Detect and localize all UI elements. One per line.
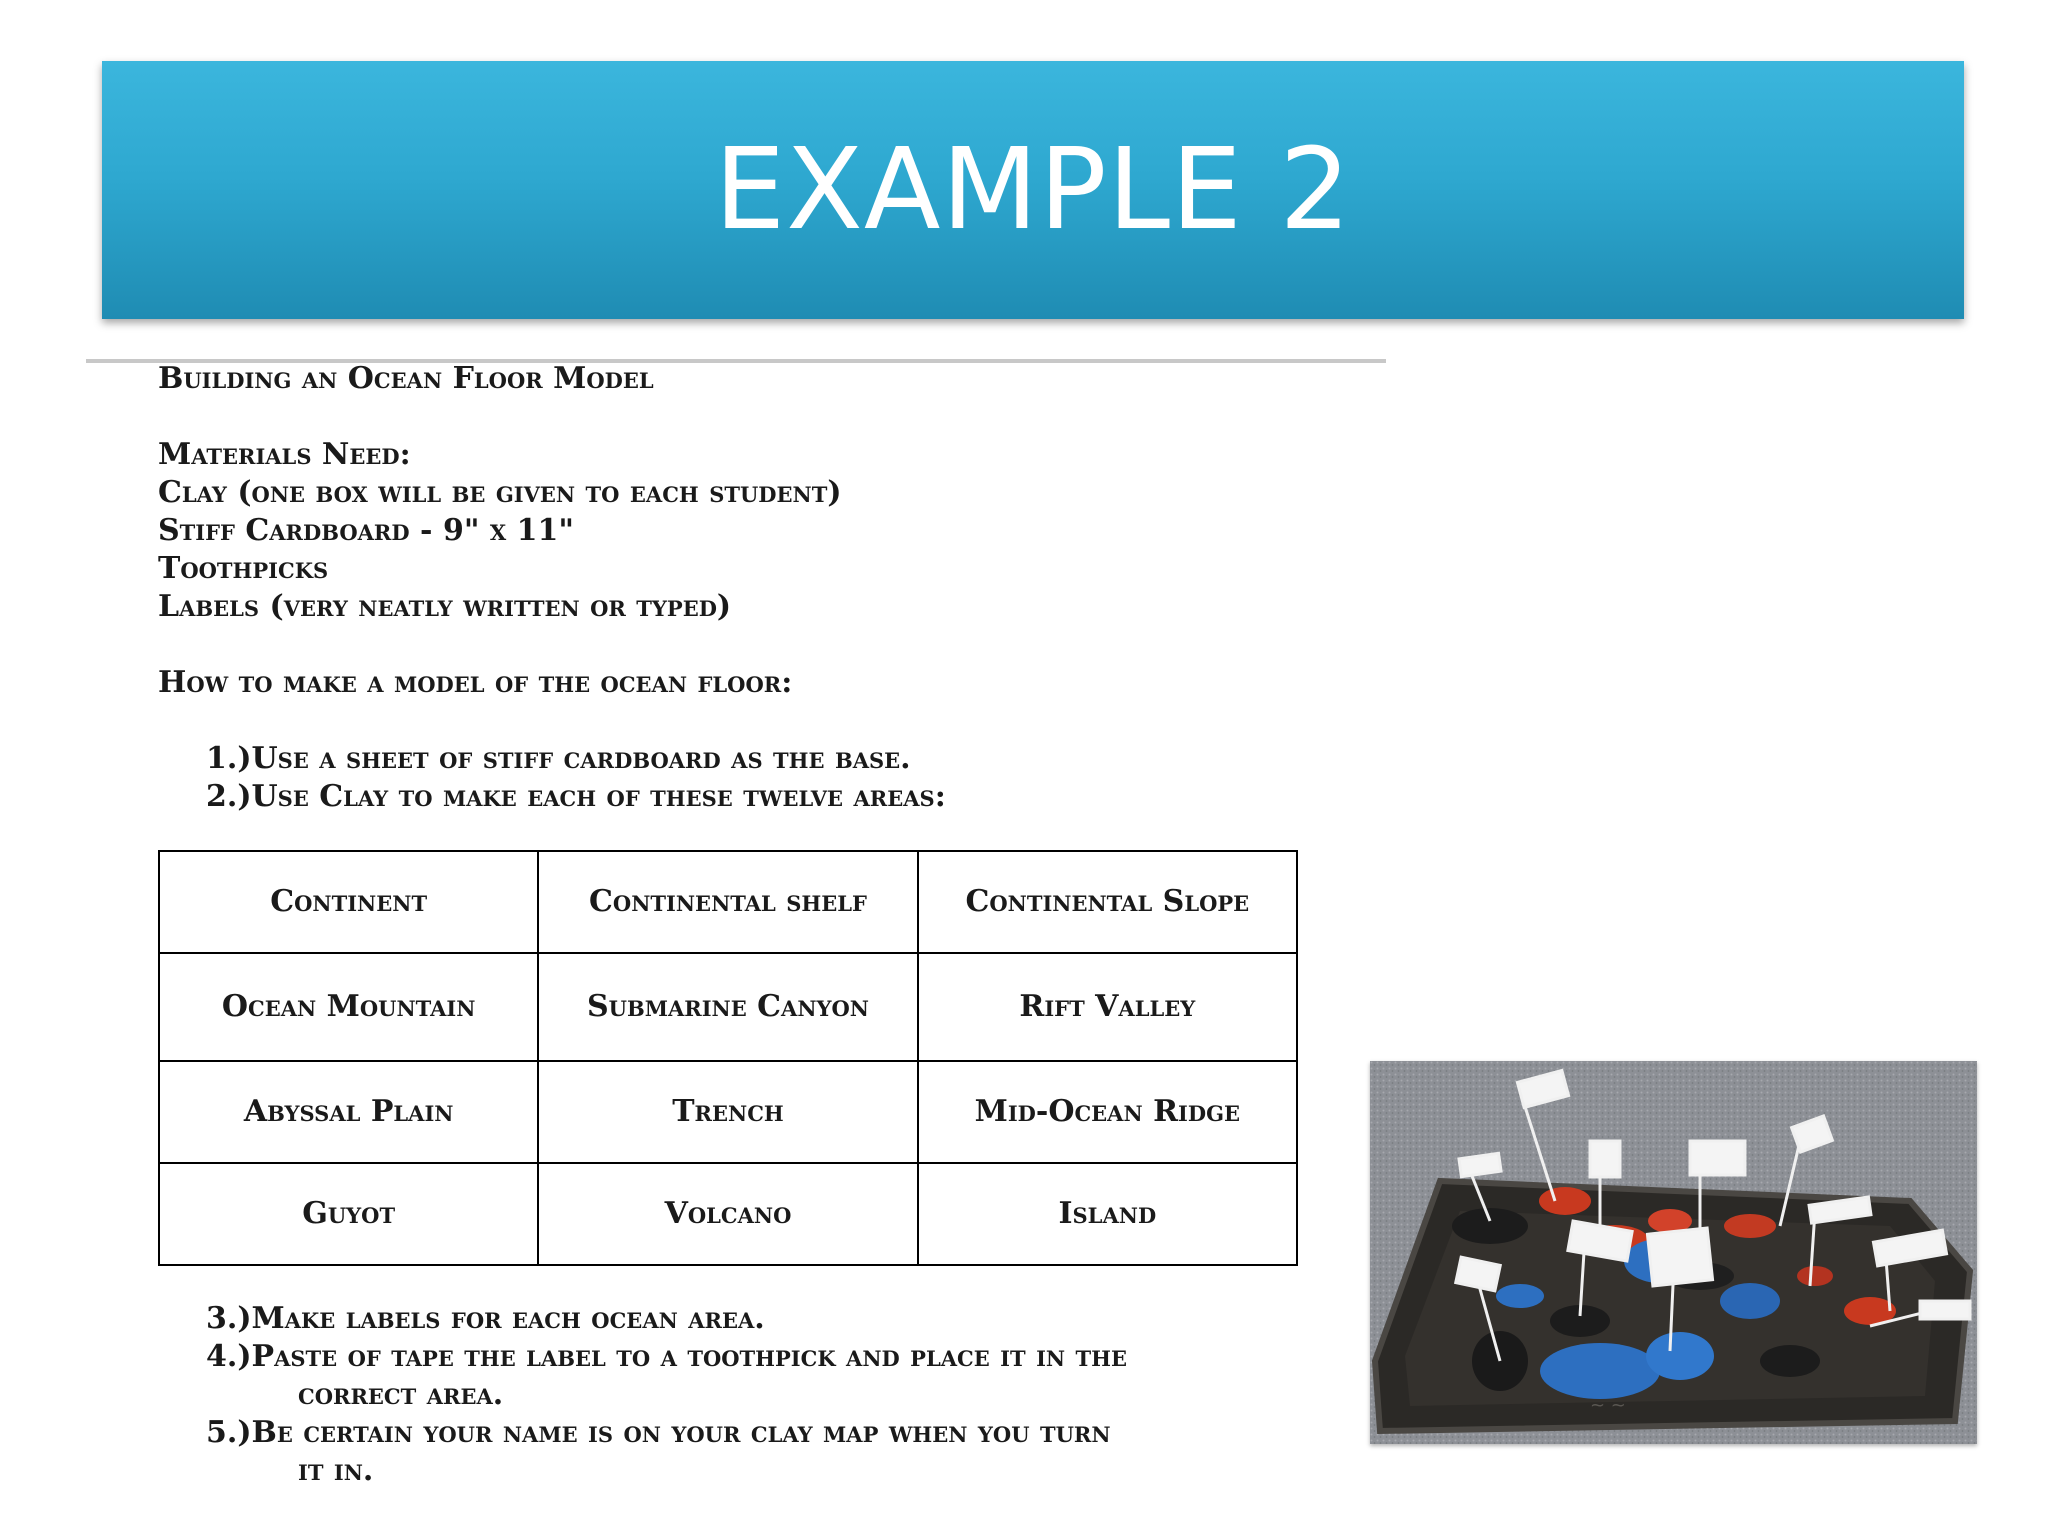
materials-heading: Materials Need: [158, 437, 411, 472]
clay-blue [1720, 1283, 1780, 1319]
table-cell: Mid-Ocean Ridge [918, 1061, 1297, 1163]
clay-black [1760, 1345, 1820, 1377]
clay-blue [1540, 1343, 1660, 1399]
ocean-areas-table [158, 850, 1298, 1266]
step-item: 5.)Be certain your name is on your clay map when you turn [206, 1415, 1111, 1450]
slide-title: EXAMPLE 2 [714, 125, 1352, 255]
table-cell: Island [918, 1163, 1297, 1265]
table-cell: Continental shelf [538, 851, 917, 953]
step-item: 3.)Make labels for each ocean area. [206, 1301, 765, 1336]
step-continuation: correct area. [298, 1377, 504, 1412]
material-item: Labels (very neatly written or typed) [158, 589, 732, 624]
material-item: Toothpicks [158, 551, 329, 586]
clay-blue [1496, 1284, 1544, 1308]
step-item: 4.)Paste of tape the label to a toothpick and place it in the [206, 1339, 1128, 1374]
ocean-floor-model-photo [1370, 1061, 1977, 1444]
table-cell: Abyssal Plain [159, 1061, 538, 1163]
document-body [158, 360, 1338, 1490]
table-row [159, 851, 1297, 953]
material-item: Clay (one box will be given to each student) [158, 475, 842, 510]
table-cell: Continent [159, 851, 538, 953]
step-item: 1.)Use a sheet of stiff cardboard as the base. [206, 741, 911, 776]
tray-writing: ~ ~ [1590, 1395, 1626, 1416]
table-cell: Submarine Canyon [538, 953, 917, 1061]
clay-red [1539, 1187, 1591, 1215]
material-item: Stiff Cardboard - 9" x 11" [158, 513, 575, 548]
ocean-floor-model-illustration [1370, 1061, 1977, 1444]
clay-black [1452, 1208, 1528, 1244]
table-cell: Continental Slope [918, 851, 1297, 953]
clay-red [1797, 1266, 1833, 1286]
clay-blue [1646, 1332, 1714, 1380]
table-cell: Rift Valley [918, 953, 1297, 1061]
table-cell: Guyot [159, 1163, 538, 1265]
table-cell: Ocean Mountain [159, 953, 538, 1061]
table-cell: Trench [538, 1061, 917, 1163]
table-row [159, 1163, 1297, 1265]
slide-title-bar [102, 61, 1964, 319]
table-cell: Volcano [538, 1163, 917, 1265]
table-row [159, 1061, 1297, 1163]
step-item: 2.)Use Clay to make each of these twelve areas: [206, 779, 946, 814]
howto-heading: How to make a model of the ocean floor: [158, 665, 793, 700]
clay-red [1724, 1214, 1776, 1238]
step-continuation: it in. [298, 1453, 374, 1488]
table-row [159, 953, 1297, 1061]
document-heading: Building an Ocean Floor Model [158, 361, 654, 396]
